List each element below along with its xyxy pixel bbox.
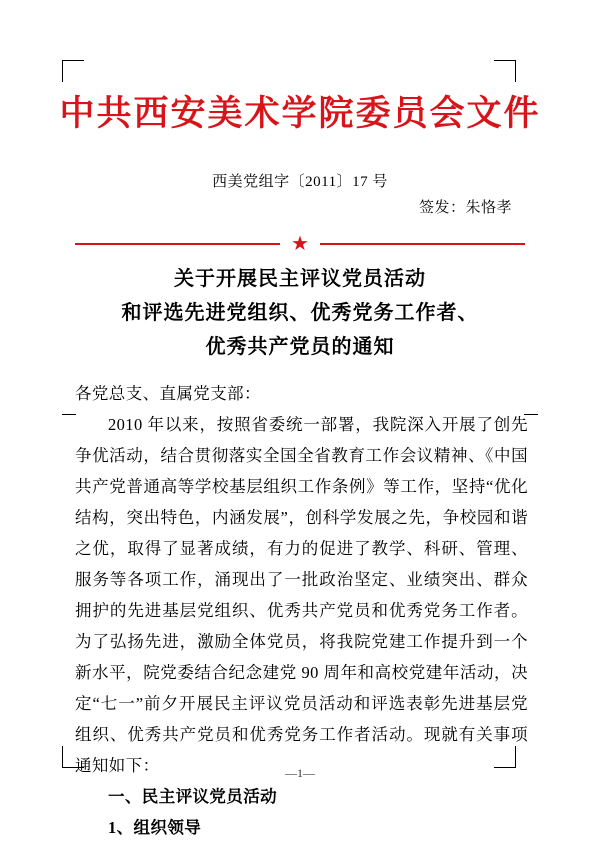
section-heading-1: 一、民主评议党员活动	[108, 787, 277, 806]
red-star-icon: ★	[291, 233, 309, 255]
subject-line-1: 关于开展民主评议党员活动	[174, 268, 426, 290]
subject-line-3: 优秀共产党员的通知	[205, 336, 395, 358]
page-number: —1—	[285, 766, 315, 780]
document-number: 西美党组字〔2011〕17 号	[212, 174, 388, 190]
trim-tick-left	[62, 414, 76, 415]
subject-line-2: 和评选先进党组织、优秀党务工作者、	[121, 302, 479, 324]
salutation: 各党总支、直属党支部：	[75, 384, 261, 403]
red-divider-rule	[75, 233, 525, 255]
issuer-signature: 签发：朱恪孝	[418, 200, 512, 216]
document-title: 中共西安美术学院委员会文件	[59, 94, 541, 133]
body-paragraph-1: 2010 年以来，按照省委统一部署，我院深入开展了创先争优活动，结合贯彻落实全国全省教育工作会议精神、《中国共产党普通高等学校基层组织工作条例》等工作，坚持“优化结构，突出特色，内涵发展”，创科学发展之先，争校园和谐之优，取得了显著成绩，有力的促进了教学、科研、管理、服务等各项工作，涌现出了一批政治坚定、业绩突出、群众拥护的先进基层党组织、优秀共产党员和优秀党务工作者。为了弘扬先进，激励全体党员，将我院党建工作提升到一个新水平，院党委结合纪念建党 90 周年和高校党建年活动，决定“七一”前夕开展民主评议党员活动和评选表彰先进基层党组织、优秀共产党员和优秀党务工作者活动。现就有关事项通知如下：	[75, 415, 528, 775]
section-heading-2: 1、组织领导	[108, 818, 202, 837]
document-subject	[75, 262, 525, 364]
